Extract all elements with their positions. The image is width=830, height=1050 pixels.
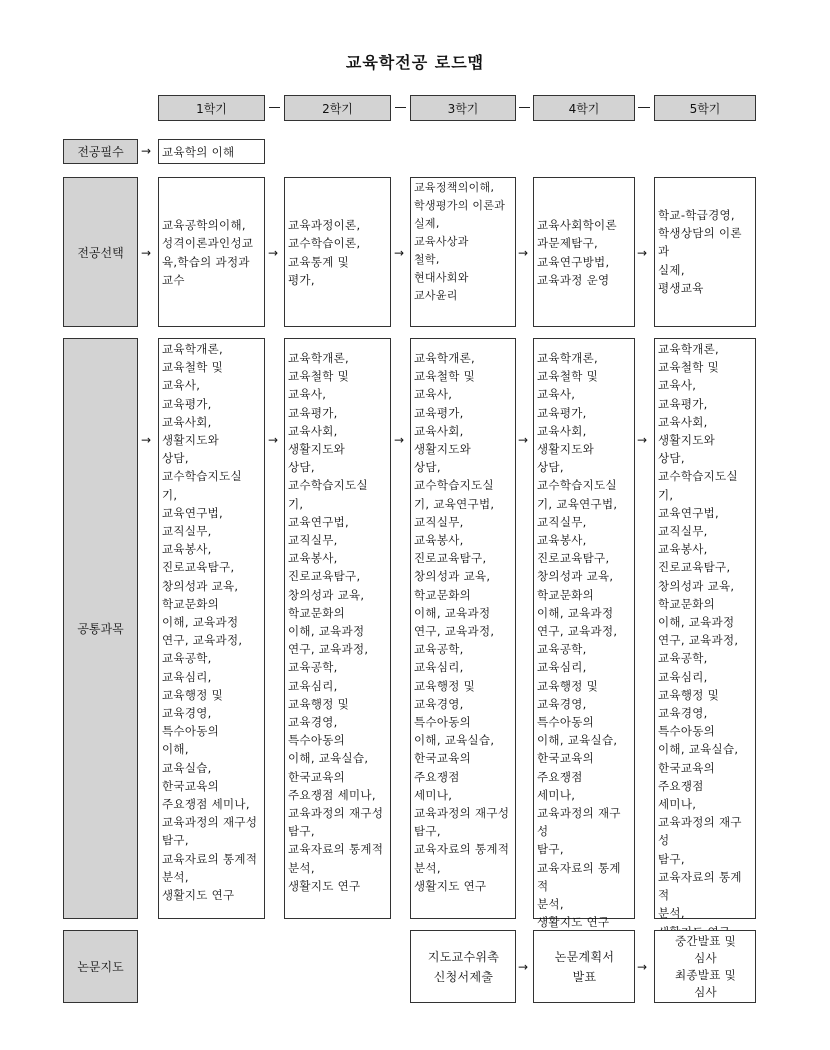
flow-arrow: →: [637, 960, 648, 974]
flow-arrow: →: [637, 433, 648, 447]
semester-header-1: 1학기: [158, 95, 265, 121]
elective-box-2: 교육과정이론, 교수학습이론, 교육통계 및 평가,: [284, 177, 391, 327]
page-title: 교육학전공 로드맵: [345, 53, 485, 72]
flow-arrow: →: [141, 433, 152, 447]
required-course-box: 교육학의 이해: [158, 139, 265, 164]
common-box-2: 교육학개론, 교육철학 및 교육사, 교육평가, 교육사회, 생활지도와 상담, 교수학습지도실 기, 교육연구법, 교직실무, 교육봉사, 진로교육탐구, 창의성과 교육, 학교문화의 이해, 교육과정 연구, 교육과정, 교육공학, 교육심리, 교육행정 및 교육경영, 특수아동의 이해, 교육실습, 한국교육의 주요쟁점 세미나, 교육과정의 재구성 탐구, 교육자료의 통계적 분석, 생활지도 연구: [284, 338, 391, 919]
thesis-step-1: 지도교수위촉 신청서제출: [410, 930, 516, 1003]
semester-header-3: 3학기: [410, 95, 516, 121]
elective-box-5: 학교-학급경영, 학생상담의 이론과 실제, 평생교육: [654, 177, 756, 327]
common-box-1: 교육학개론, 교육철학 및 교육사, 교육평가, 교육사회, 생활지도와 상담, 교수학습지도실 기, 교육연구법, 교직실무, 교육봉사, 진로교육탐구, 창의성과 교육, 학교문화의 이해, 교육과정 연구, 교육과정, 교육공학, 교육심리, 교육행정 및 교육경영, 특수아동의 이해, 교육실습, 한국교육의 주요쟁점 세미나, 교육과정의 재구성 탐구, 교육자료의 통계적 분석, 생활지도 연구: [158, 338, 265, 919]
elective-box-3: 교육정책의이해, 학생평가의 이론과 실제, 교육사상과 철학, 현대사회와 교사윤리: [410, 177, 516, 327]
connector-line: [638, 107, 650, 108]
elective-box-4: 교육사회학이론 과문제탐구, 교육연구방법, 교육과정 운영: [533, 177, 635, 327]
thesis-step-2: 논문계획서 발표: [533, 930, 635, 1003]
flow-arrow: →: [268, 246, 279, 260]
semester-header-4: 4학기: [533, 95, 635, 121]
flow-arrow: →: [518, 960, 529, 974]
flow-arrow: →: [518, 246, 529, 260]
common-box-5: 교육학개론, 교육철학 및 교육사, 교육평가, 교육사회, 생활지도와 상담, 교수학습지도실 기, 교육연구법, 교직실무, 교육봉사, 진로교육탐구, 창의성과 교육, 학교문화의 이해, 교육과정 연구, 교육과정, 교육공학, 교육심리, 교육행정 및 교육경영, 특수아동의 이해, 교육실습, 한국교육의 주요쟁점 세미나, 교육과정의 재구성 탐구, 교육자료의 통계적 분석,: [654, 338, 756, 919]
flow-arrow: →: [268, 433, 279, 447]
category-elective: 전공선택: [63, 177, 138, 327]
connector-line: [395, 107, 406, 108]
connector-line: [519, 107, 530, 108]
flow-arrow: →: [141, 246, 152, 260]
flow-arrow: →: [518, 433, 529, 447]
thesis-step-3: 중간발표 및 심사 최종발표 및 심사: [654, 930, 756, 1003]
semester-header-5: 5학기: [654, 95, 756, 121]
category-thesis: 논문지도: [63, 930, 138, 1003]
common-box-4: 교육학개론, 교육철학 및 교육사, 교육평가, 교육사회, 생활지도와 상담, 교수학습지도실 기, 교육연구법, 교직실무, 교육봉사, 진로교육탐구, 창의성과 교육, 학교문화의 이해, 교육과정 연구, 교육과정, 교육공학, 교육심리, 교육행정 및 교육경영, 특수아동의 이해, 교육실습, 한국교육의 주요쟁점 세미나, 교육과정의 재구성 탐구, 교육자료의 통계적 분석, 생활지도 연구: [533, 338, 635, 919]
category-required: 전공필수: [63, 139, 138, 164]
common-box-3: 교육학개론, 교육철학 및 교육사, 교육평가, 교육사회, 생활지도와 상담, 교수학습지도실 기, 교육연구법, 교직실무, 교육봉사, 진로교육탐구, 창의성과 교육, 학교문화의 이해, 교육과정 연구, 교육과정, 교육공학, 교육심리, 교육행정 및 교육경영, 특수아동의 이해, 교육실습, 한국교육의 주요쟁점 세미나, 교육과정의 재구성 탐구, 교육자료의 통계적 분석, 생활지도 연구: [410, 338, 516, 919]
elective-box-1: 교육공학의이해, 성격이론과인성교 육,학습의 과정과 교수: [158, 177, 265, 327]
flow-arrow: →: [637, 246, 648, 260]
flow-arrow: →: [394, 246, 405, 260]
semester-header-2: 2학기: [284, 95, 391, 121]
flow-arrow: →: [141, 144, 152, 158]
flow-arrow: →: [394, 433, 405, 447]
category-common: 공통과목: [63, 338, 138, 919]
connector-line: [269, 107, 280, 108]
